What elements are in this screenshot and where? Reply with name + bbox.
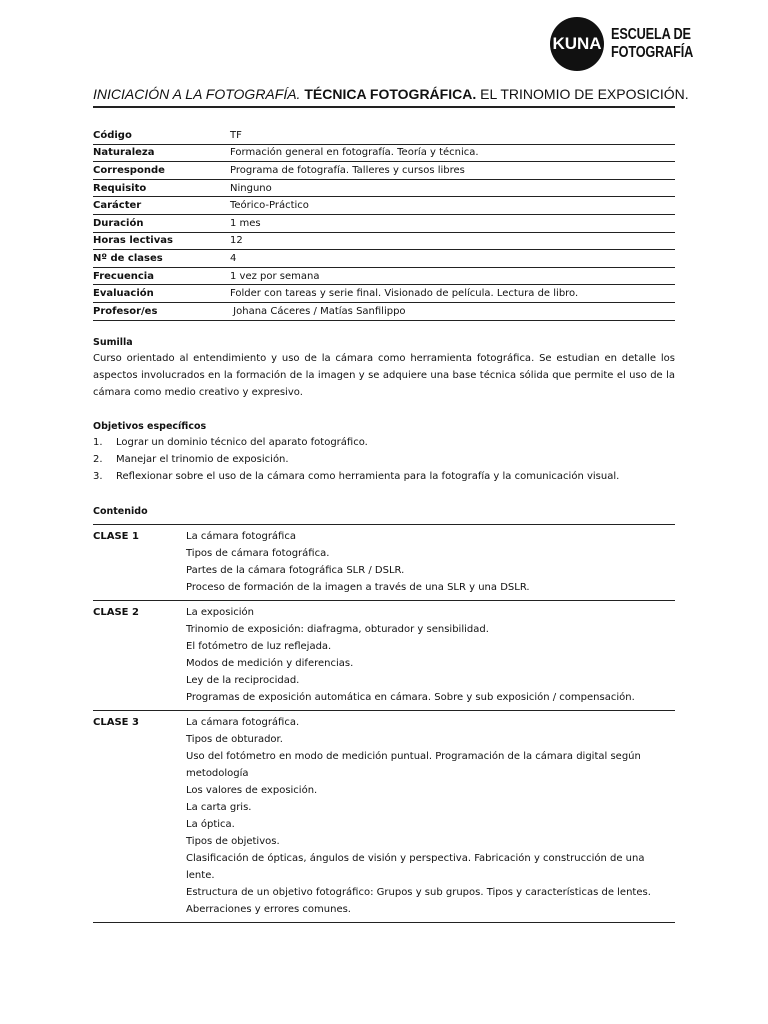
- clase-label: CLASE 3: [93, 717, 139, 728]
- objetivos-section: [93, 421, 675, 485]
- clase-topic: Proceso de formación de la imagen a través de una SLR y una DSLR.: [186, 582, 530, 593]
- clase-topic: Uso del fotómetro en modo de medición puntual. Programación de la cámara digital según metodología: [186, 751, 641, 779]
- course-info-table: [93, 127, 675, 321]
- info-row: [93, 144, 675, 162]
- contenido-title: Contenido: [93, 506, 148, 517]
- info-label: Evaluación: [93, 285, 230, 303]
- info-value: Ninguno: [230, 179, 675, 197]
- info-value: Formación general en fotografía. Teoría y técnica.: [230, 144, 675, 162]
- objetivo-number: 1.: [93, 437, 103, 448]
- objetivo-number: 3.: [93, 471, 103, 482]
- info-row: [93, 162, 675, 180]
- school-logo: [550, 17, 711, 71]
- info-row: [93, 232, 675, 250]
- clase-topic: Los valores de exposición.: [186, 785, 318, 796]
- info-value: Johana Cáceres / Matías Sanfilippo: [230, 302, 675, 320]
- info-value: Folder con tareas y serie final. Visionado de película. Lectura de libro.: [230, 285, 675, 303]
- clase-topics: [186, 604, 675, 706]
- sumilla-text: Curso orientado al entendimiento y uso de la cámara como herramienta fotográfica. Se estudian en detalle los aspectos involucrados en la formación de la imagen y se adquiere una base técnica sólida que permite el uso de la cámara como medio creativo y expresivo.: [93, 353, 675, 398]
- title-part-2: TÉCNICA FOTOGRÁFICA.: [304, 86, 477, 102]
- objetivo-text: Manejar el trinomio de exposición.: [116, 454, 289, 465]
- clase-topic: Tipos de cámara fotográfica.: [186, 548, 330, 559]
- clase-topic: Estructura de un objetivo fotográfico: Grupos y sub grupos. Tipos y características de lentes.: [186, 887, 651, 898]
- objetivo-item: [93, 434, 675, 451]
- clase-row: [93, 711, 675, 923]
- clase-topics: [186, 528, 675, 596]
- info-label: Duración: [93, 214, 230, 232]
- clase-topic: El fotómetro de luz reflejada.: [186, 641, 332, 652]
- info-value: 12: [230, 232, 675, 250]
- info-row: [93, 127, 675, 144]
- info-value: Programa de fotografía. Talleres y cursos libres: [230, 162, 675, 180]
- kuna-logo-mark: [550, 17, 604, 71]
- title-divider: [93, 106, 675, 108]
- info-label: Nº de clases: [93, 250, 230, 268]
- info-row: [93, 302, 675, 320]
- info-row: [93, 250, 675, 268]
- clase-topic: Tipos de objetivos.: [186, 836, 280, 847]
- sumilla-section: [93, 337, 675, 401]
- clase-topic: Partes de la cámara fotográfica SLR / DSLR.: [186, 565, 405, 576]
- info-label: Frecuencia: [93, 267, 230, 285]
- contenido-section: [93, 506, 675, 517]
- clase-topic: Tipos de obturador.: [186, 734, 283, 745]
- info-row: [93, 285, 675, 303]
- logo-wordmark: [611, 26, 693, 62]
- info-row: [93, 197, 675, 215]
- clase-row: [93, 525, 675, 601]
- clase-topic: La cámara fotográfica: [186, 531, 296, 542]
- contenido-table: [93, 524, 675, 923]
- logo-line-1: ESCUELA DE: [611, 26, 691, 43]
- clase-topic: La carta gris.: [186, 802, 252, 813]
- logo-line-2: FOTOGRAFÍA: [611, 44, 694, 61]
- sumilla-title: Sumilla: [93, 337, 133, 348]
- objetivo-number: 2.: [93, 454, 103, 465]
- objetivo-item: [93, 468, 675, 485]
- clase-topic: La exposición: [186, 607, 254, 618]
- clase-label: CLASE 1: [93, 531, 139, 542]
- info-row: [93, 214, 675, 232]
- objetivos-title: Objetivos específicos: [93, 421, 207, 432]
- page-title: [93, 86, 689, 102]
- info-value: 1 mes: [230, 214, 675, 232]
- logo-mark-text: KUNA: [552, 34, 602, 53]
- info-label: Código: [93, 127, 230, 144]
- clase-topic: Clasificación de ópticas, ángulos de visión y perspectiva. Fabricación y construcción de una lente.: [186, 853, 645, 881]
- clase-topic: Ley de la reciprocidad.: [186, 675, 300, 686]
- info-label: Profesor/es: [93, 302, 230, 320]
- clase-topic: Aberraciones y errores comunes.: [186, 904, 351, 915]
- objetivo-text: Lograr un dominio técnico del aparato fotográfico.: [116, 437, 368, 448]
- info-value: Teórico-Práctico: [230, 197, 675, 215]
- info-label: Naturaleza: [93, 144, 230, 162]
- clase-topic: La cámara fotográfica.: [186, 717, 300, 728]
- info-label: Horas lectivas: [93, 232, 230, 250]
- clase-topics: [186, 714, 675, 918]
- title-part-1: INICIACIÓN A LA FOTOGRAFÍA.: [93, 86, 301, 102]
- info-row: [93, 179, 675, 197]
- info-value: 4: [230, 250, 675, 268]
- clase-topic: Trinomio de exposición: diafragma, obturador y sensibilidad.: [186, 624, 489, 635]
- info-label: Requisito: [93, 179, 230, 197]
- title-part-3: EL TRINOMIO DE EXPOSICIÓN.: [480, 86, 689, 102]
- objetivo-item: [93, 451, 675, 468]
- objetivo-text: Reflexionar sobre el uso de la cámara como herramienta para la fotografía y la comunicación visual.: [116, 471, 620, 482]
- clase-topic: Modos de medición y diferencias.: [186, 658, 354, 669]
- clase-label: CLASE 2: [93, 607, 139, 618]
- info-value: 1 vez por semana: [230, 267, 675, 285]
- info-label: Carácter: [93, 197, 230, 215]
- clase-row: [93, 601, 675, 711]
- clase-topic: Programas de exposición automática en cámara. Sobre y sub exposición / compensación.: [186, 692, 635, 703]
- info-label: Corresponde: [93, 162, 230, 180]
- info-row: [93, 267, 675, 285]
- clase-topic: La óptica.: [186, 819, 235, 830]
- info-value: TF: [230, 127, 675, 144]
- objetivos-list: [93, 434, 675, 485]
